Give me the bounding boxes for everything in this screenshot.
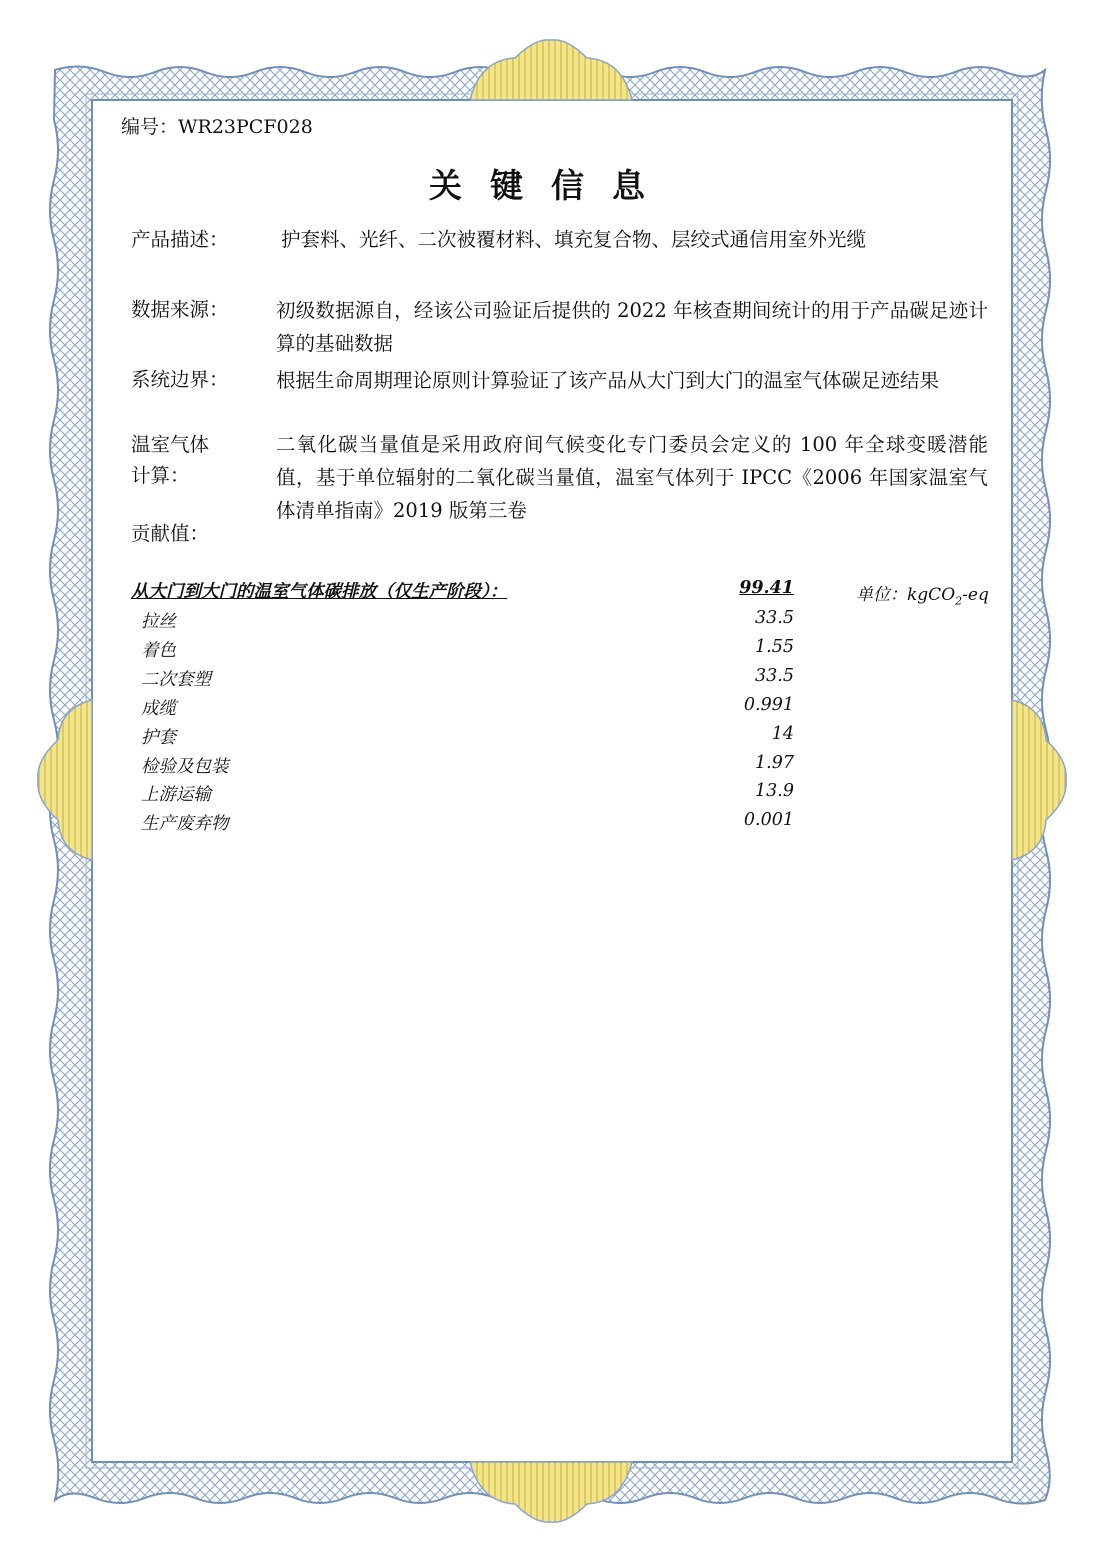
emission-row-name: 拉丝: [141, 612, 176, 632]
emission-row-value: 33.5: [755, 608, 794, 628]
emission-row-name: 生产废弃物: [141, 814, 229, 834]
emission-row-name: 二次套塑: [141, 670, 211, 690]
serial-number: 编号：WR23PCF028: [121, 116, 313, 138]
ghg-calculation-label-line2: 计算：: [131, 464, 190, 487]
emission-row-value: 33.5: [755, 666, 794, 686]
ghg-calculation-label-line1: 温室气体: [131, 433, 210, 456]
emission-row-value: 0.001: [743, 810, 794, 830]
emission-row-value: 13.9: [755, 781, 794, 801]
ghg-calculation-value: 二氧化碳当量值是采用政府间气候变化专门委员会定义的 100 年全球变暖潜能值，基于单位辐射的二氧化碳当量值，温室气体列于 IPCC《2006 年国家温室气体清单指南》2019 版第三卷: [276, 433, 988, 522]
emissions-total: 99.41: [739, 578, 794, 598]
emission-row-value: 0.991: [743, 695, 794, 715]
emission-row-name: 着色: [141, 641, 176, 661]
emission-row-value: 1.97: [755, 753, 794, 773]
emission-row-name: 护套: [141, 728, 176, 748]
emission-row-value: 14: [771, 724, 794, 744]
product-description-label: 产品描述：: [131, 228, 229, 251]
contribution-label: 贡献值：: [131, 522, 210, 545]
system-boundary-value: 根据生命周期理论原则计算验证了该产品从大门到大门的温室气体碳足迹结果: [276, 369, 940, 392]
data-source-label: 数据来源：: [131, 298, 229, 321]
emission-row-value: 1.55: [755, 637, 794, 657]
emission-row-name: 检验及包装: [141, 757, 229, 777]
data-source-value: 初级数据源自，经该公司验证后提供的 2022 年核查期间统计的用于产品碳足迹计算的基础数据: [276, 299, 988, 355]
page-title: 关键信息: [429, 166, 673, 205]
emissions-unit: 单位：kgCO$_2$-eq: [856, 585, 989, 608]
product-description-value: 护套料、光纤、二次被覆材料、填充复合物、层绞式通信用室外光缆: [281, 228, 867, 251]
system-boundary-label: 系统边界：: [131, 368, 229, 391]
emission-row-name: 上游运输: [141, 785, 211, 805]
emission-row-name: 成缆: [141, 699, 176, 719]
emissions-title: 从大门到大门的温室气体碳排放（仅生产阶段）：: [131, 582, 508, 602]
